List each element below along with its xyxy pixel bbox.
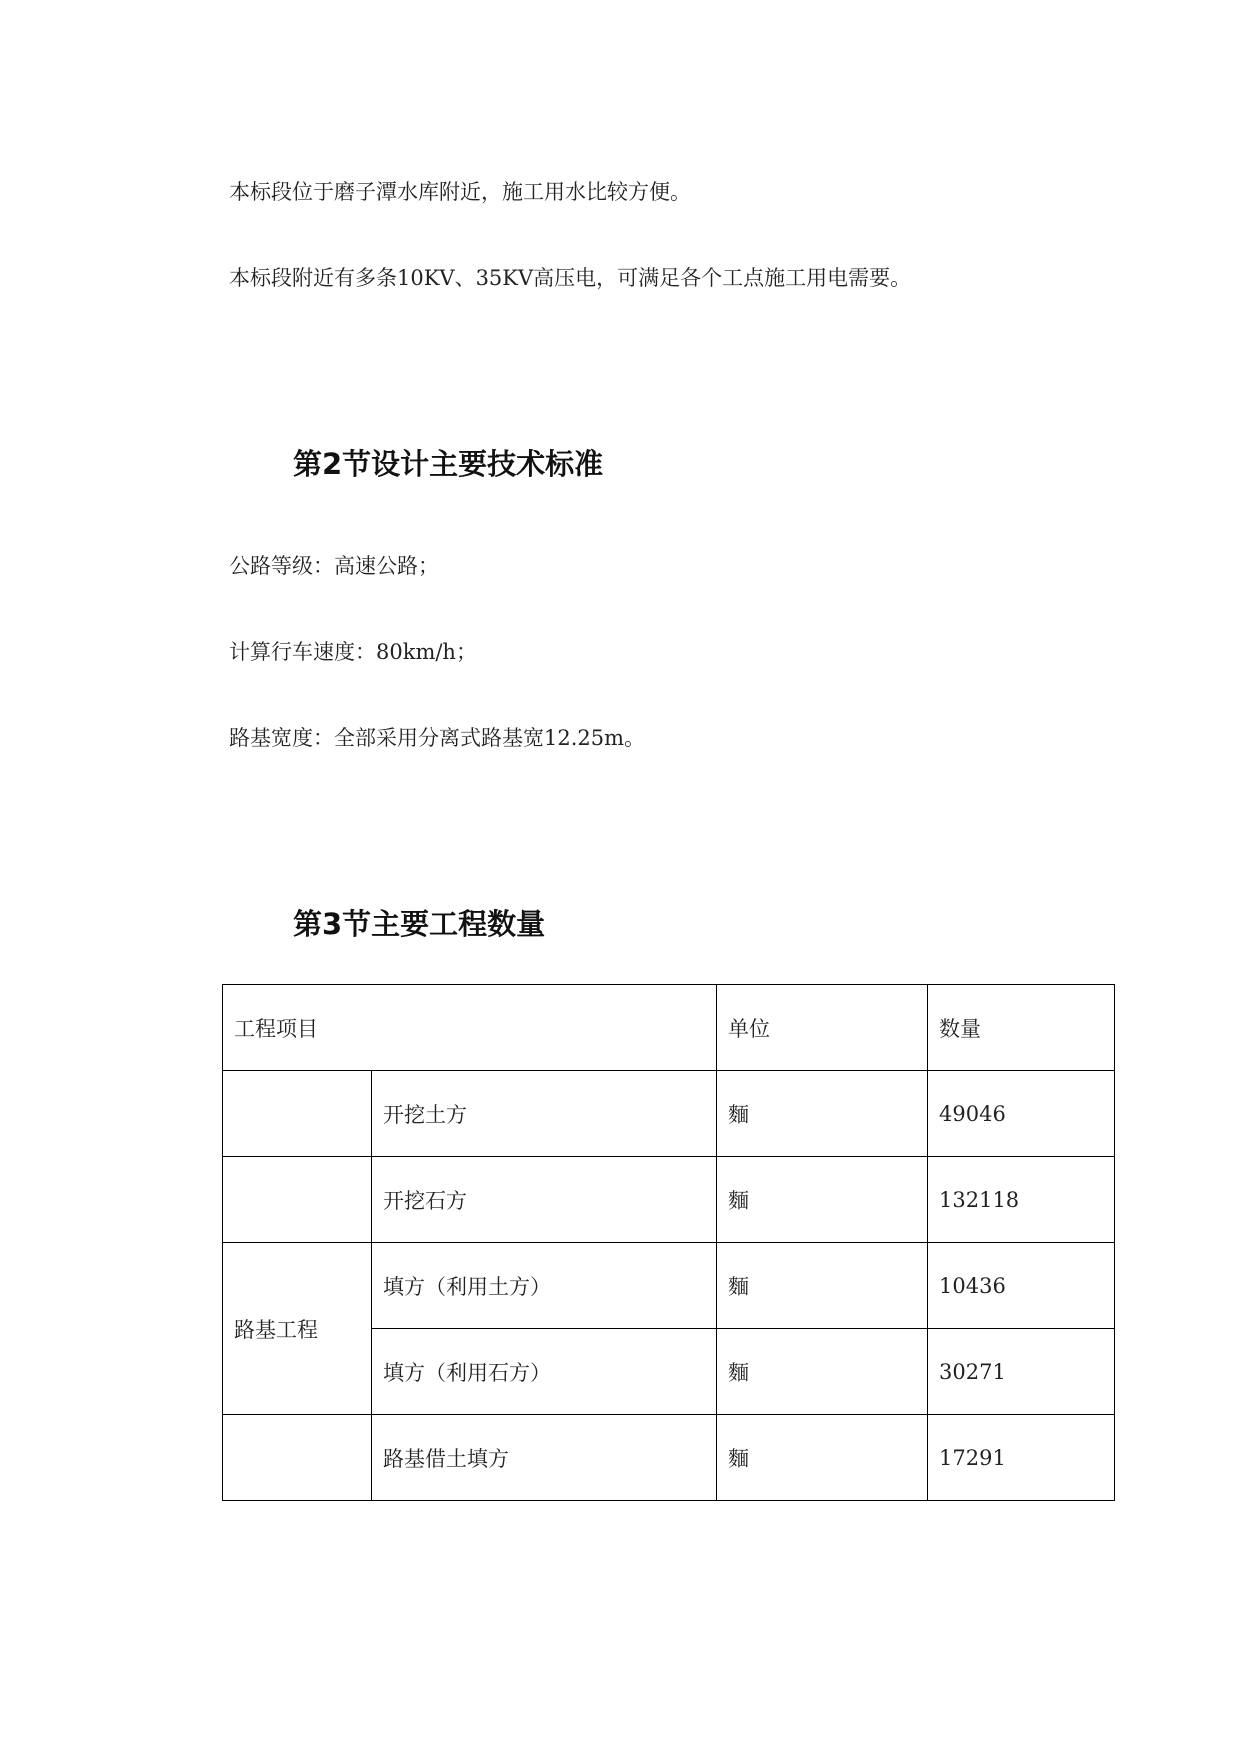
- quantity-cell: 30271: [928, 1329, 1115, 1415]
- item-cell: 开挖土方: [372, 1071, 717, 1157]
- item-cell: 填方（利用石方）: [372, 1329, 717, 1415]
- table-header-row: [223, 985, 1115, 1071]
- table-row: [223, 1071, 1115, 1157]
- quantity-table: [222, 984, 1115, 1501]
- header-quantity: 数量: [928, 985, 1115, 1071]
- group-cell-empty: [223, 1157, 372, 1243]
- standard-design-speed: 计算行车速度：80km/h；: [229, 640, 477, 664]
- quantity-cell: 132118: [928, 1157, 1115, 1243]
- group-cell-subgrade: 路基工程: [223, 1243, 372, 1415]
- standard-road-grade: 公路等级：高速公路；: [229, 554, 439, 578]
- paragraph-power-supply: 本标段附近有多条10KV、35KV高压电，可满足各个工点施工用电需要。: [229, 266, 912, 290]
- unit-cell: 麵: [717, 1071, 928, 1157]
- quantity-cell: 17291: [928, 1415, 1115, 1501]
- paragraph-water-supply: 本标段位于磨子潭水库附近，施工用水比较方便。: [229, 180, 691, 204]
- item-cell: 路基借土填方: [372, 1415, 717, 1501]
- section3-heading: 第3节主要工程数量: [293, 907, 546, 941]
- group-cell-empty: [223, 1071, 372, 1157]
- unit-cell: 麵: [717, 1243, 928, 1329]
- standard-subgrade-width: 路基宽度：全部采用分离式路基宽12.25m。: [229, 726, 646, 750]
- item-cell: 填方（利用土方）: [372, 1243, 717, 1329]
- header-item: 工程项目: [223, 985, 717, 1071]
- quantity-cell: 10436: [928, 1243, 1115, 1329]
- group-cell-empty: [223, 1415, 372, 1501]
- unit-cell: 麵: [717, 1415, 928, 1501]
- table-row: [223, 1243, 1115, 1329]
- item-cell: 开挖石方: [372, 1157, 717, 1243]
- quantity-cell: 49046: [928, 1071, 1115, 1157]
- table-row: [223, 1157, 1115, 1243]
- unit-cell: 麵: [717, 1329, 928, 1415]
- section2-heading: 第2节设计主要技术标准: [293, 447, 604, 481]
- table-row: [223, 1415, 1115, 1501]
- unit-cell: 麵: [717, 1157, 928, 1243]
- header-unit: 单位: [717, 985, 928, 1071]
